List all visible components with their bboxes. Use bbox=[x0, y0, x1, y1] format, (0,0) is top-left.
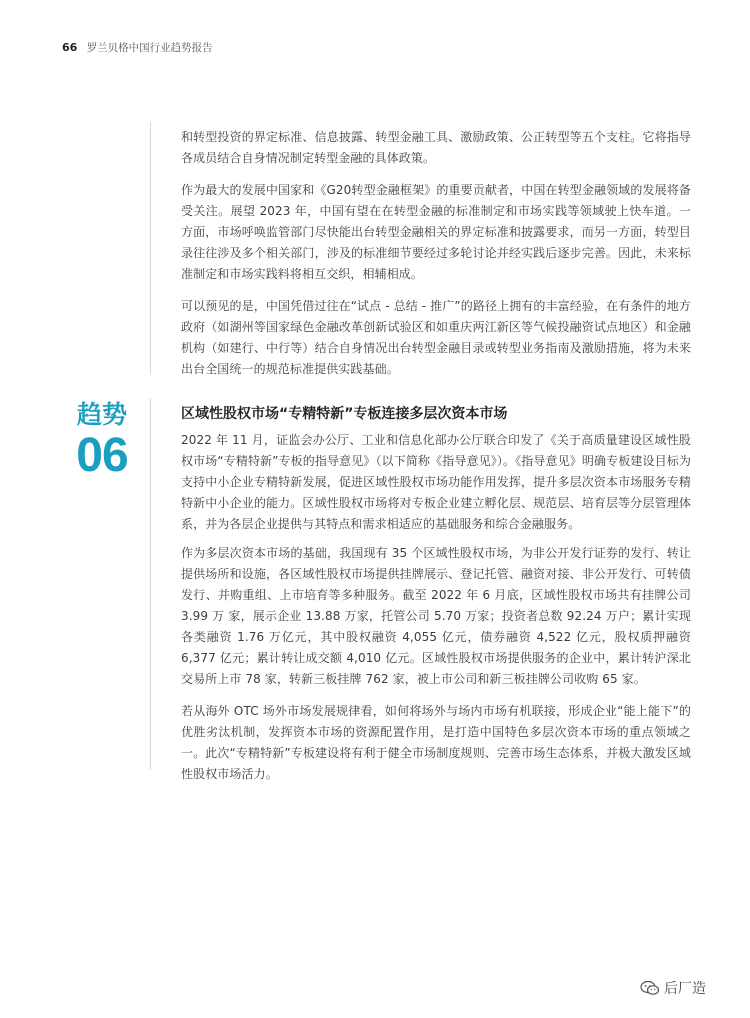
watermark-text: 后厂造 bbox=[664, 981, 706, 997]
section-paragraph: 2022 年 11 月，证监会办公厅、工业和信息化部办公厅联合印发了《关于高质量建设区域性股权市场“专精特新”专板的指导意见》（以下简称《指导意见》）。《指导意见》明确专板建设目标为支持中小企业专精特新发展，促进区域性股权市场功能作用发挥，提升多层次资本市场服务专精特新中小企业的能力。区域性股权市场将对专板企业建立孵化层、规范层、培育层等分层管理体系，并为各层企业提供与其特点和需求相适应的基础服务和综合金融服务。 bbox=[181, 433, 691, 531]
watermark bbox=[640, 978, 706, 998]
section-paragraph: 作为多层次资本市场的基础，我国现有 35 个区域性股权市场，为非公开发行证券的发行、转让提供场所和设施，各区域性股权市场提供挂牌展示、登记托管、融资对接、非公开发行、可转债发行、并购重组、上市培育等多种服务。截至 2022 年 6 月底，区域性股权市场共有挂牌公司 3.99 万 家，展示企业 13.88 万家，托管公司 5.70 万家；投资者总数 92.24 万户；累计实现各类融资 1.76 万亿元，其中股权融资 4,055 亿元，债券融资 4,522 亿元，股权质押融资 6,377 亿元；累计转让成交额 4,010 亿元。区域性股权市场提供服务的企业中，累计转沪深北交易所上市 78 家，转新三板挂牌 762 家，被上市公司和新三板挂牌公司收购 65 家。 bbox=[181, 546, 691, 686]
body-paragraph: 可以预见的是，中国凭借过往在“试点 - 总结 - 推广”的路径上拥有的丰富经验，在有条件的地方政府（如湖州等国家绿色金融改革创新试验区和如重庆两江新区等气候投融资试点地区）和金融机构（如建行、中行等）结合自身情况出台转型金融目录或转型业务指南及激励措施，将为未来出台全国统一的规范标准提供实践基础。 bbox=[181, 299, 691, 376]
body-paragraph: 和转型投资的界定标准、信息披露、转型金融工具、激励政策、公正转型等五个支柱。它将指导各成员结合自身情况制定转型金融的具体政策。 bbox=[181, 130, 691, 165]
body-paragraph: 作为最大的发展中国家和《G20转型金融框架》的重要贡献者，中国在转型金融领域的发展将备受关注。展望 2023 年，中国有望在在转型金融的标准制定和市场实践等领域驶上快车道。一方面，市场呼唤监管部门尽快能出台转型金融相关的界定标准和披露要求，而另一方面，转型目录往往涉及多个相关部门，涉及的标准细节要经过多轮讨论并经实践后逐步完善。因此，未来标准制定和市场实践料将相互交织，相辅相成。 bbox=[181, 183, 691, 281]
running-header bbox=[62, 40, 213, 55]
trend-label: 趋势 bbox=[76, 400, 127, 429]
trend-number: 06 bbox=[76, 429, 128, 482]
section-paragraph: 若从海外 OTC 场外市场发展规律看，如何将场外与场内市场有机联接，形成企业“能上能下”的优胜劣汰机制，发挥资本市场的资源配置作用，是打造中国特色多层次资本市场的重点领域之一。此次“专精特新”专板建设将有利于健全市场制度规则、完善市场生态体系，并极大激发区域性股权市场活力。 bbox=[181, 704, 691, 781]
publication-title: 罗兰贝格中国行业趋势报告 bbox=[86, 42, 213, 54]
margin-rule-top bbox=[150, 122, 151, 375]
section-heading: 区域性股权市场“专精特新”专板连接多层次资本市场 bbox=[181, 406, 508, 422]
margin-rule-section bbox=[150, 398, 151, 770]
wechat-icon bbox=[640, 980, 660, 996]
page-number: 66 bbox=[62, 41, 78, 54]
